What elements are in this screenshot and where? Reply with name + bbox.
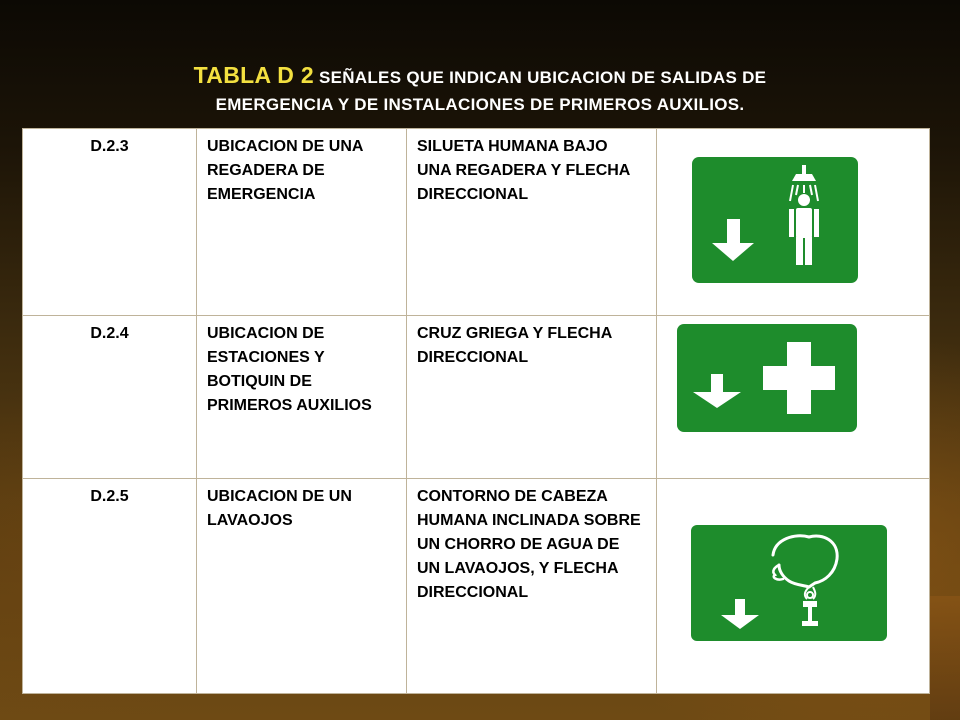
eyewash-sign-icon (691, 525, 887, 641)
sign-code: D.2.4 (23, 316, 197, 479)
sign-location: UBICACION DE UN LAVAOJOS (197, 479, 407, 694)
title-line-1 (0, 62, 960, 91)
sign-description: CRUZ GRIEGA Y FLECHA DIRECCIONAL (407, 316, 657, 479)
table-row (23, 316, 930, 479)
sign-image-cell (657, 479, 930, 694)
title-lead: TABLA D 2 (193, 62, 314, 88)
sign-code: D.2.3 (23, 129, 197, 316)
table-row (23, 129, 930, 316)
sign-description: SILUETA HUMANA BAJO UNA REGADERA Y FLECHA DIRECCIONAL (407, 129, 657, 316)
sign-image-cell (657, 316, 930, 479)
first-aid-cross-sign-icon (677, 324, 857, 432)
sign-location: UBICACION DE UNA REGADERA DE EMERGENCIA (197, 129, 407, 316)
sign-code: D.2.5 (23, 479, 197, 694)
emergency-shower-sign-icon (692, 157, 858, 283)
signs-table (22, 128, 930, 694)
sign-location: UBICACION DE ESTACIONES Y BOTIQUIN DE PRIMEROS AUXILIOS (197, 316, 407, 479)
background-decoration (930, 596, 960, 720)
page-title (0, 62, 960, 118)
table-row (23, 479, 930, 694)
sign-image-cell (657, 129, 930, 316)
sign-description: CONTORNO DE CABEZA HUMANA INCLINADA SOBRE UN CHORRO DE AGUA DE UN LAVAOJOS, Y FLECHA DIRECCIONAL (407, 479, 657, 694)
title-line-1-text: SEÑALES QUE INDICAN UBICACION DE SALIDAS DE (318, 68, 767, 87)
title-line-2: EMERGENCIA Y DE INSTALACIONES DE PRIMEROS AUXILIOS. (215, 95, 745, 114)
